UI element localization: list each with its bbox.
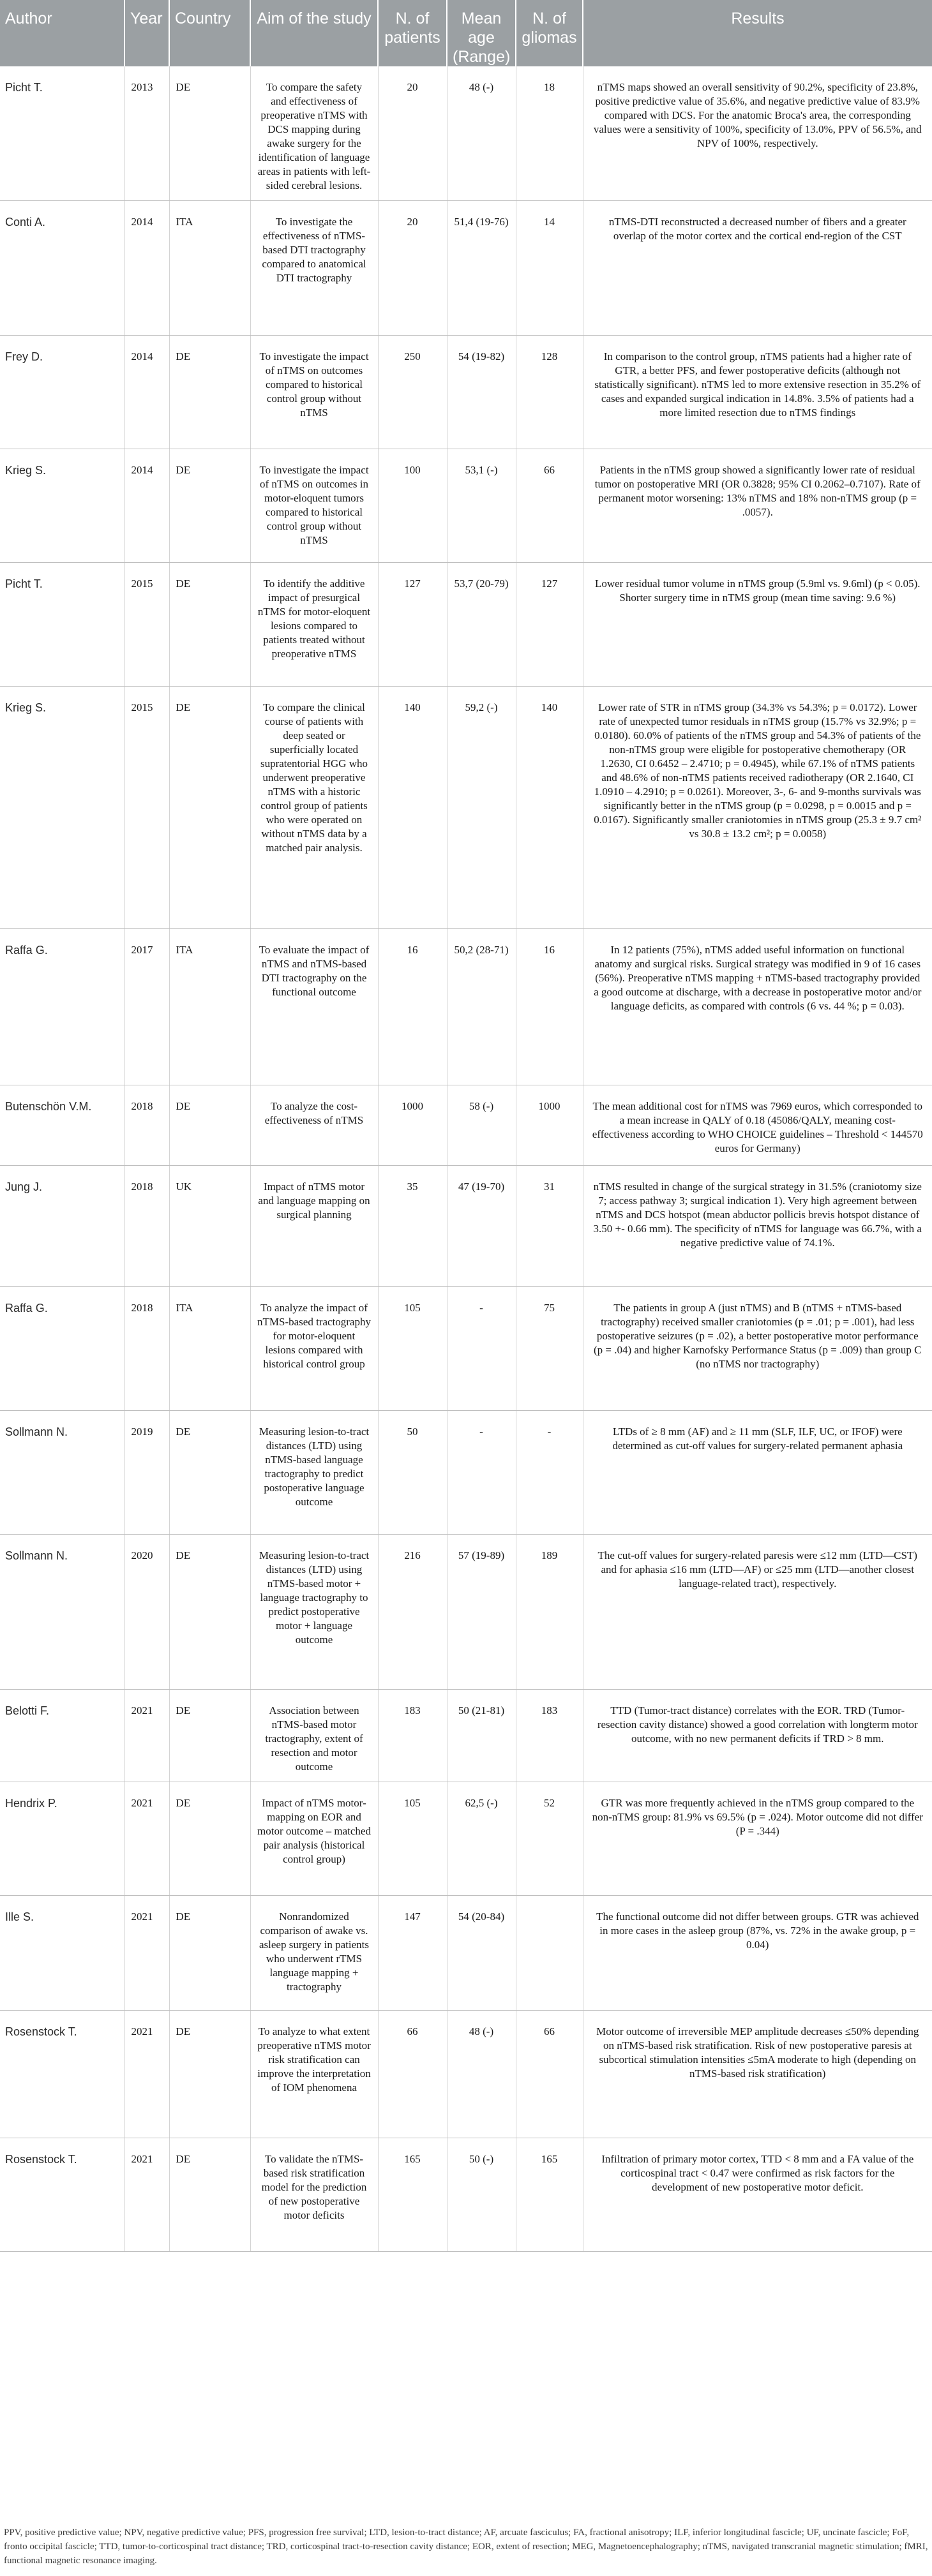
col-patients-header: N. of patients [378,0,447,66]
col-author-header: Author [5,10,52,27]
cell-age: 57 (19-89) [447,1534,516,1689]
cell-country: UK [169,1165,250,1286]
cell-results: The mean additional cost for nTMS was 7969 euros, which corresponded to a mean increase in QALY of 0.18 (45086/QALY, meaning cost-effectiveness according to WHO CHOICE guidelines – Threshold < 144570 euros for Germany) [583,1085,932,1165]
cell-results: Motor outcome of irreversible MEP amplitude decreases ≤50% depending on nTMS-based risk stratification. Risk of new postoperative paresis at subcortical stimulation intensities ≤5mA moderate to high (depending on nTMS-based risk stratification) [583,2010,932,2138]
table-row [0,66,932,200]
cell-results: In comparison to the control group, nTMS patients had a higher rate of GTR, a better PFS, and fewer postoperative deficits (although not statistically significant). nTMS led to more extensive resection in 35.2% of cases and expanded surgical indication in 14.8%. 3.5% of patients had a more limited resection due to nTMS findings [583,335,932,449]
table-footnote: PPV, positive predictive value; NPV, negative predictive value; PFS, progression free survival; LTD, lesion-to-tract distance; AF, arcuate fasciculus; FA, fractional anisotropy; ILF, inferior longitudinal fascicle; UF, uncinate fascicle; FoF, fronto occipital fascicle; TTD, tumor-to-corticospinal tract distance; TRD, corticospinal tract-to-resection cavity distance; EOR, extent of resection; MEG, Magnetoencephalography; nTMS, navigated transcranial magnetic stimulation; fMRI, functional magnetic resonance imaging. [4,2528,928,2566]
cell-author: Rosenstock T. [0,2010,124,2138]
cell-gliomas: 75 [516,1286,583,1410]
cell-gliomas: 140 [516,686,583,928]
cell-country: DE [169,2138,250,2251]
cell-gliomas [516,1895,583,2010]
cell-aim: To investigate the impact of nTMS on outcomes in motor-eloquent tumors compared to historical control group without nTMS [250,449,378,562]
cell-year: 2013 [124,66,169,200]
cell-year: 2018 [124,1165,169,1286]
cell-age: 51,4 (19-76) [447,200,516,335]
cell-gliomas: 14 [516,200,583,335]
table-row [0,928,932,1085]
cell-year: 2015 [124,562,169,686]
cell-age: - [447,1410,516,1534]
cell-year: 2021 [124,1895,169,2010]
cell-age: 50 (-) [447,2138,516,2251]
table-row [0,1782,932,1895]
cell-results: Patients in the nTMS group showed a significantly lower rate of residual tumor on postoperative MRI (OR 0.3828; 95% CI 0.2062–0.7107). Rate of permanent motor worsening: 13% nTMS and 18% non-nTMS group (p = .0057). [583,449,932,562]
cell-year: 2017 [124,928,169,1085]
col-country-header: Country [169,0,250,66]
cell-author: Frey D. [0,335,124,449]
cell-results: Infiltration of primary motor cortex, TTD < 8 mm and a FA value of the corticospinal tract < 0.47 were confirmed as risk factors for the development of new postoperative motor deficit. [583,2138,932,2251]
cell-country: ITA [169,200,250,335]
cell-patients: 66 [378,2010,447,2138]
cell-patients: 165 [378,2138,447,2251]
cell-author: Conti A. [0,200,124,335]
cell-patients: 140 [378,686,447,928]
cell-aim: To analyze the impact of nTMS-based tractography for motor-eloquent lesions compared with historical control group [250,1286,378,1410]
col-results-header: Results [583,0,932,66]
cell-age: 53,1 (-) [447,449,516,562]
cell-aim: To compare the safety and effectiveness of preoperative nTMS with DCS mapping during awake surgery for the identification of language areas in patients with left-sided cerebral lesions. [250,66,378,200]
col-gliomas-header: N. of gliomas [516,0,583,66]
table-row [0,1286,932,1410]
cell-author: Raffa G. [0,1286,124,1410]
table-row [0,2010,932,2138]
cell-gliomas: 18 [516,66,583,200]
cell-results: Lower residual tumor volume in nTMS group (5.9ml vs. 9.6ml) (p < 0.05). Shorter surgery time in nTMS group (mean time saving: 9.6 %) [583,562,932,686]
cell-age: 59,2 (-) [447,686,516,928]
cell-country: DE [169,1895,250,2010]
cell-patients: 127 [378,562,447,686]
cell-age: 62,5 (-) [447,1782,516,1895]
table-row [0,335,932,449]
table-row [0,686,932,928]
cell-results: TTD (Tumor-tract distance) correlates with the EOR. TRD (Tumor-resection cavity distance) showed a good correlation with longterm motor outcome, with no new permanent deficits if TRD > 8 mm. [583,1689,932,1782]
cell-aim: To identify the additive impact of presurgical nTMS for motor-eloquent lesions compared to patients treated without preoperative nTMS [250,562,378,686]
cell-age: 54 (20-84) [447,1895,516,2010]
cell-year: 2019 [124,1410,169,1534]
table-row [0,1165,932,1286]
cell-age: 48 (-) [447,2010,516,2138]
cell-author: Belotti F. [0,1689,124,1782]
cell-aim: Association between nTMS-based motor tractography, extent of resection and motor outcome [250,1689,378,1782]
cell-aim: Measuring lesion-to-tract distances (LTD) using nTMS-based language tractography to predict postoperative language outcome [250,1410,378,1534]
table-row [0,1085,932,1165]
cell-gliomas: 66 [516,449,583,562]
table-row [0,1534,932,1689]
cell-patients: 105 [378,1286,447,1410]
cell-year: 2014 [124,449,169,562]
cell-year: 2014 [124,335,169,449]
cell-results: nTMS maps showed an overall sensitivity of 90.2%, specificity of 23.8%, positive predictive value of 35.6%, and negative predictive value of 83.9% compared with DCS. For the anatomic Broca's area, the corresponding values were a sensitivity of 100%, specificity of 13.0%, PPV of 56.5%, and NPV of 100%, respectively. [583,66,932,200]
cell-gliomas: 189 [516,1534,583,1689]
col-age-header: Mean age (Range) [447,0,516,66]
cell-gliomas: 183 [516,1689,583,1782]
table-header [0,0,932,66]
cell-age: 54 (19-82) [447,335,516,449]
cell-author: Picht T. [0,562,124,686]
cell-author: Sollmann N. [0,1410,124,1534]
cell-aim: To analyze the cost-effectiveness of nTMS [250,1085,378,1165]
cell-aim: Nonrandomized comparison of awake vs. asleep surgery in patients who underwent rTMS language mapping + tractography [250,1895,378,2010]
cell-author: Sollmann N. [0,1534,124,1689]
cell-aim: To validate the nTMS-based risk stratification model for the prediction of new postoperative motor deficits [250,2138,378,2251]
cell-author: Picht T. [0,66,124,200]
cell-results: The patients in group A (just nTMS) and B (nTMS + nTMS-based tractography) received smaller craniotomies (p = .01; p = .001), had less postoperative seizures (p = .02), a better postoperative motor performance (p = .04) and higher Karnofsky Performance Status (p = .009) than group C (no nTMS nor tractography) [583,1286,932,1410]
cell-author: Ille S. [0,1895,124,2010]
header-row [0,0,932,66]
cell-gliomas: 165 [516,2138,583,2251]
cell-gliomas: - [516,1410,583,1534]
cell-patients: 250 [378,335,447,449]
cell-country: DE [169,1689,250,1782]
cell-country: DE [169,2010,250,2138]
cell-results: The functional outcome did not differ between groups. GTR was achieved in more cases in the asleep group (87%, vs. 72% in the awake group, p = 0.04) [583,1895,932,2010]
cell-results: GTR was more frequently achieved in the nTMS group compared to the non-nTMS group: 81.9% vs 69.5% (p = .024). Motor outcome did not differ (P = .344) [583,1782,932,1895]
cell-author: Butenschön V.M. [0,1085,124,1165]
cell-patients: 16 [378,928,447,1085]
cell-author: Hendrix P. [0,1782,124,1895]
cell-aim: To analyze to what extent preoperative nTMS motor risk stratification can improve the interpretation of IOM phenomena [250,2010,378,2138]
cell-patients: 147 [378,1895,447,2010]
cell-patients: 35 [378,1165,447,1286]
table-row [0,1410,932,1534]
cell-country: DE [169,1782,250,1895]
cell-year: 2018 [124,1085,169,1165]
cell-age: - [447,1286,516,1410]
cell-age: 58 (-) [447,1085,516,1165]
cell-age: 50,2 (28-71) [447,928,516,1085]
cell-age: 50 (21-81) [447,1689,516,1782]
cell-country: DE [169,1410,250,1534]
cell-country: DE [169,1534,250,1689]
cell-patients: 50 [378,1410,447,1534]
cell-year: 2021 [124,1782,169,1895]
table-row [0,449,932,562]
cell-age: 48 (-) [447,66,516,200]
cell-patients: 100 [378,449,447,562]
cell-patients: 20 [378,200,447,335]
cell-aim: Impact of nTMS motor and language mapping on surgical planning [250,1165,378,1286]
cell-results: The cut-off values for surgery-related paresis were ≤12 mm (LTD—CST) and for aphasia ≤16 mm (LTD—AF) or ≤25 mm (LTD—another closest language-related tract), respectively. [583,1534,932,1689]
table-row [0,2138,932,2251]
table-row [0,1689,932,1782]
cell-author: Jung J. [0,1165,124,1286]
cell-gliomas: 52 [516,1782,583,1895]
cell-gliomas: 31 [516,1165,583,1286]
cell-gliomas: 128 [516,335,583,449]
cell-aim: To investigate the effectiveness of nTMS-based DTI tractography compared to anatomical DTI tractography [250,200,378,335]
cell-country: DE [169,66,250,200]
cell-country: ITA [169,1286,250,1410]
cell-country: DE [169,1085,250,1165]
cell-year: 2021 [124,1689,169,1782]
cell-patients: 216 [378,1534,447,1689]
cell-author: Krieg S. [0,686,124,928]
cell-age: 53,7 (20-79) [447,562,516,686]
cell-country: DE [169,686,250,928]
cell-gliomas: 16 [516,928,583,1085]
col-year-header: Year [124,0,169,66]
cell-year: 2018 [124,1286,169,1410]
cell-year: 2020 [124,1534,169,1689]
col-aim-header: Aim of the study [250,0,378,66]
cell-age: 47 (19-70) [447,1165,516,1286]
cell-country: DE [169,335,250,449]
cell-aim: Measuring lesion-to-tract distances (LTD) using nTMS-based motor + language tractography to predict postoperative motor + language outcome [250,1534,378,1689]
table-row [0,1895,932,2010]
cell-aim: Impact of nTMS motor-mapping on EOR and motor outcome – matched pair analysis (historical control group) [250,1782,378,1895]
cell-country: DE [169,562,250,686]
cell-gliomas: 1000 [516,1085,583,1165]
cell-results: nTMS-DTI reconstructed a decreased number of fibers and a greater overlap of the motor cortex and the cortical end-region of the CST [583,200,932,335]
cell-results: Lower rate of STR in nTMS group (34.3% vs 54.3%; p = 0.0172). Lower rate of unexpected tumor residuals in nTMS group (15.7% vs 32.9%; p = 0.0180). 60.0% of patients of the nTMS group and 54.3% of patients of the non-nTMS group were eligible for postoperative chemotherapy (OR 1.2630, CI 0.6452 – 2.4710; p = 0.4945), while 67.1% of nTMS patients and 48.6% of non-nTMS patients received radiotherapy (OR 2.1640, CI 1.0910 – 4.2910; p = 0.0261). Moreover, 3-, 6- and 9-months survivals was significantly better in the nTMS group (p = 0.0298, p = 0.0015 and p = 0.0167). Significantly smaller craniotomies in nTMS group (25.3 ± 9.7 cm² vs 30.8 ± 13.2 cm²; p = 0.0058) [583,686,932,928]
cell-author: Krieg S. [0,449,124,562]
cell-author: Rosenstock T. [0,2138,124,2251]
cell-results: LTDs of ≥ 8 mm (AF) and ≥ 11 mm (SLF, ILF, UC, or IFOF) were determined as cut-off values for surgery-related permanent aphasia [583,1410,932,1534]
cell-patients: 183 [378,1689,447,1782]
cell-aim: To investigate the impact of nTMS on outcomes compared to historical control group without nTMS [250,335,378,449]
cell-author: Raffa G. [0,928,124,1085]
cell-results: nTMS resulted in change of the surgical strategy in 31.5% (craniotomy size 7; access pathway 3; surgical indication 1). Very high agreement between nTMS and DCS hotspot (mean abductor pollicis brevis hotspot distance of 3.50 +- 0.66 mm). The specificity of nTMS for language was 66.7%, with a negative predictive value of 74.1%. [583,1165,932,1286]
cell-patients: 20 [378,66,447,200]
cell-patients: 105 [378,1782,447,1895]
table-row [0,562,932,686]
cell-aim: To evaluate the impact of nTMS and nTMS-based DTI tractography on the functional outcome [250,928,378,1085]
cell-country: DE [169,449,250,562]
cell-gliomas: 127 [516,562,583,686]
table-body [0,66,932,2251]
cell-aim: To compare the clinical course of patients with deep seated or superficially located supratentorial HGG who underwent preoperative nTMS with a historic control group of patients who were operated on without nTMS data by a matched pair analysis. [250,686,378,928]
table-row [0,200,932,335]
cell-year: 2021 [124,2138,169,2251]
cell-country: ITA [169,928,250,1085]
cell-gliomas: 66 [516,2010,583,2138]
cell-patients: 1000 [378,1085,447,1165]
cell-year: 2021 [124,2010,169,2138]
cell-year: 2014 [124,200,169,335]
cell-results: In 12 patients (75%), nTMS added useful information on functional anatomy and surgical risks. Surgical strategy was modified in 9 of 16 cases (56%). Preoperative nTMS mapping + nTMS-based tractography provided a good outcome at discharge, with a decrease in postoperative motor and/or language deficits, as compared with controls (6 vs. 44 %; p = 0.03). [583,928,932,1085]
cell-year: 2015 [124,686,169,928]
